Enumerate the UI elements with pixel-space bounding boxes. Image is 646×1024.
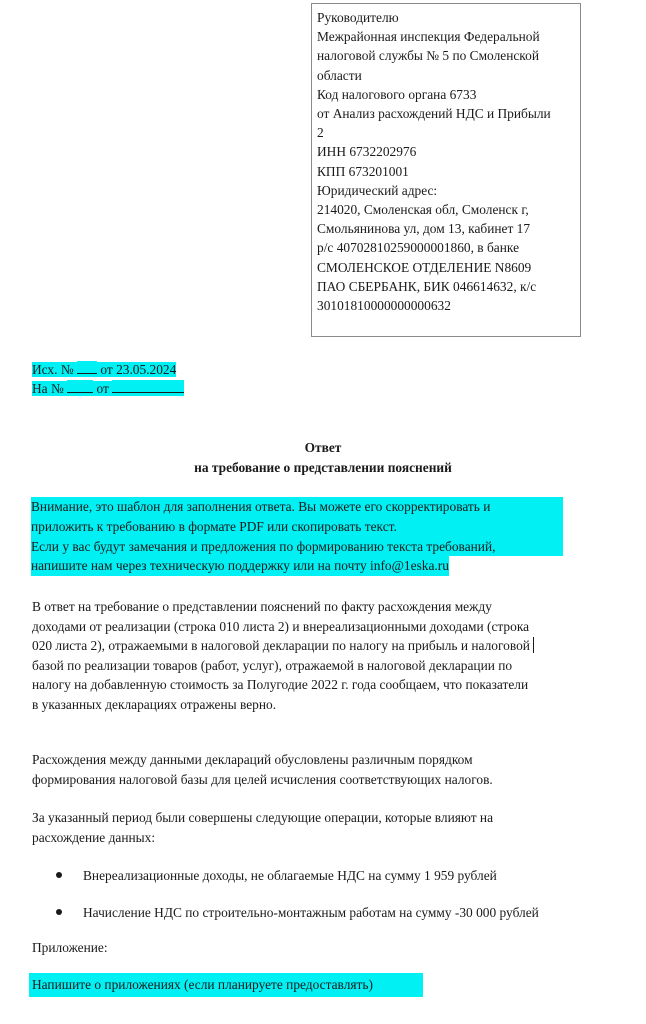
reason-paragraph[interactable] bbox=[32, 750, 592, 789]
legal-address: Смольянинова ул, дом 13, кабинет 17 bbox=[317, 221, 531, 237]
inn: ИНН 6732202976 bbox=[317, 144, 417, 160]
attachments-placeholder[interactable]: Напишите о приложениях (если планируете предоставлять) bbox=[29, 973, 423, 997]
operations-intro-paragraph[interactable] bbox=[32, 808, 592, 847]
document-subtitle: на требование о представлении пояснений bbox=[194, 460, 452, 475]
paragraph-line bbox=[32, 636, 592, 656]
paragraph-line: в указанных декларациях отражены верно. bbox=[32, 696, 277, 712]
document-title: Ответ bbox=[304, 440, 342, 455]
sender-name: 2 bbox=[317, 125, 324, 141]
bank-account: р/с 40702810259000001860, в банке bbox=[317, 240, 520, 256]
paragraph-line: доходами от реализации (строка 010 листа 2) и внереализационными доходами (строка bbox=[32, 618, 530, 634]
incoming-ref-fields[interactable] bbox=[32, 381, 184, 396]
paragraph-line: расхождение данных: bbox=[32, 829, 156, 845]
list-item[interactable] bbox=[52, 866, 612, 903]
outgoing-ref-prefix: Исх. № bbox=[32, 362, 74, 377]
kpp: КПП 673201001 bbox=[317, 163, 409, 179]
paragraph-line-text: 020 листа 2), отражаемыми в налоговой декларации по налогу на прибыль и налоговой bbox=[32, 638, 530, 654]
paragraph-line: За указанный период были совершены следующие операции, которые влияют на bbox=[32, 810, 494, 825]
notice-line: приложить к требованию в формате PDF или скопировать текст. bbox=[31, 517, 563, 537]
bullet-icon bbox=[56, 909, 62, 915]
incoming-number-blank[interactable] bbox=[67, 380, 93, 393]
paragraph-line: В ответ на требование о представлении пояснений по факту расхождения между bbox=[32, 599, 492, 614]
legal-address: 214020, Смоленская обл, Смоленск г, bbox=[317, 202, 529, 218]
template-notice bbox=[31, 497, 563, 576]
text-cursor bbox=[533, 637, 534, 653]
list-item[interactable] bbox=[52, 903, 612, 940]
recipient-org-line: налоговой службы № 5 по Смоленской bbox=[317, 48, 539, 64]
paragraph-line: базой по реализации товаров (работ, услуг), отражаемой в налоговой декларации по bbox=[32, 657, 513, 673]
sender-name: от Анализ расхождений НДС и Прибыли bbox=[317, 106, 551, 122]
incoming-ref bbox=[32, 379, 184, 398]
legal-address-label: Юридический адрес: bbox=[317, 182, 438, 198]
incoming-date-blank[interactable] bbox=[112, 380, 184, 393]
notice-line: Внимание, это шаблон для заполнения ответа. Вы можете его скорректировать и bbox=[31, 497, 563, 517]
operation-text: Начисление НДС по строительно-монтажным работам на сумму -30 000 рублей bbox=[83, 905, 539, 920]
paragraph-line: формирования налоговой базы для целей исчисления соответствующих налогов. bbox=[32, 771, 493, 787]
bank-name: СМОЛЕНСКОЕ ОТДЕЛЕНИЕ N8609 bbox=[317, 259, 532, 275]
attachments-label: Приложение: bbox=[32, 940, 108, 955]
outgoing-number-blank[interactable] bbox=[77, 361, 97, 374]
recipient-org-line: Межрайонная инспекция Федеральной bbox=[317, 29, 540, 45]
incoming-ref-prefix: На № bbox=[32, 381, 64, 396]
bank-details: ПАО СБЕРБАНК, БИК 046614632, к/с bbox=[317, 278, 537, 294]
operation-text: Внереализационные доходы, не облагаемые НДС на сумму 1 959 рублей bbox=[83, 868, 497, 883]
tax-authority-code: Код налогового органа 6733 bbox=[317, 86, 477, 102]
outgoing-ref-fields[interactable] bbox=[32, 362, 176, 377]
notice-line: Если у вас будут замечания и предложения по формированию текста требований, bbox=[31, 537, 563, 557]
notice-line-email: напишите нам через техническую поддержку или на почту info@1eska.ru bbox=[31, 556, 449, 576]
paragraph-line: налогу на добавленную стоимость за Полугодие 2022 г. года сообщаем, что показатели bbox=[32, 677, 529, 693]
incoming-from-label: от bbox=[96, 381, 109, 396]
operations-list bbox=[52, 866, 612, 940]
correspondent-account: 30101810000000000632 bbox=[317, 298, 451, 314]
bullet-icon bbox=[56, 872, 62, 878]
reference-numbers bbox=[32, 360, 184, 398]
paragraph-line: Расхождения между данными деклараций обусловлены различным порядком bbox=[32, 752, 473, 767]
recipient-org-line: области bbox=[317, 67, 362, 83]
outgoing-date: 23.05.2024 bbox=[116, 362, 177, 377]
explanation-paragraph[interactable] bbox=[32, 597, 592, 715]
outgoing-from-label: от bbox=[100, 362, 113, 377]
recipient-heading: Руководителю bbox=[317, 10, 399, 25]
outgoing-ref bbox=[32, 360, 184, 379]
recipient-block bbox=[311, 3, 581, 337]
